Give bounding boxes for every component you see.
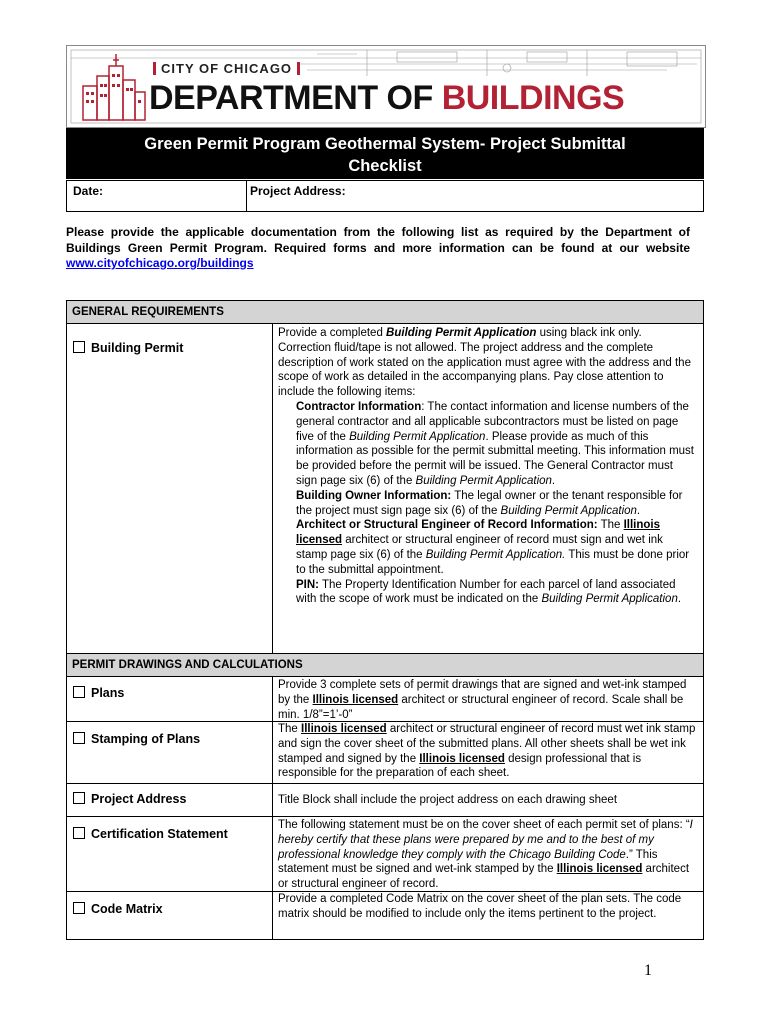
- certification-description: The following statement must be on the cover sheet of each permit set of plans: “I hereby certify that these plans were prepared by me and to the best of my professional knowledge they comply with the Chicago Building Code.” This statement must be signed and wet-ink stamped by the Illinois licensed architect or structural engineer of record.: [278, 819, 693, 891]
- building-permit-description: [278, 326, 696, 607]
- checkbox-plans[interactable]: [73, 686, 85, 698]
- plans-description: Provide 3 complete sets of permit drawings that are signed and wet-ink stamped by the Illinois licensed architect or structural engineer of record. Scale shall be min. 1/8”=1’-0”: [278, 679, 687, 721]
- checklist-item-plans: Plans: [73, 686, 124, 700]
- column-divider: [272, 324, 273, 653]
- dept-title-part1: DEPARTMENT OF: [149, 79, 442, 117]
- checklist-item-project-address: Project Address: [73, 792, 186, 806]
- date-field-label: Date:: [73, 184, 104, 198]
- row-divider: [67, 783, 703, 784]
- checkbox-building-permit[interactable]: [73, 341, 85, 353]
- pin-information: PIN: The Property Identification Number for each parcel of land associated with the scope of work must be indicated on the Building Permit Application.: [296, 578, 682, 606]
- checkbox-code-matrix[interactable]: [73, 902, 85, 914]
- code-matrix-description: Provide a completed Code Matrix on the cover sheet of the plan sets. The code matrix should be modified to include only the items pertinent to the project.: [278, 893, 682, 920]
- building-permit-label: Building Permit: [91, 341, 184, 355]
- architect-information: Architect or Structural Engineer of Record Information: The Illinois licensed architect or structural engineer of record must sign and wet ink stamp page six (6) of the Building Permit Application. This must be done prior to the submittal appointment.: [296, 519, 690, 576]
- building-permit-intro: Provide a completed Building Permit Application using black ink only. Correction fluid/tape is not allowed. The project address and the complete description of work stated on the application must agree with the address and the scope of work as detailed in the accompanying plans. Pay close attention to include the following items:: [278, 327, 691, 399]
- project-address-description: Title Block shall include the project address on each drawing sheet: [278, 794, 618, 806]
- website-link[interactable]: www.cityofchicago.org/buildings: [66, 256, 254, 270]
- date-row-divider: [246, 181, 247, 211]
- checkbox-project-address[interactable]: [73, 792, 85, 804]
- document-title: [66, 128, 704, 179]
- checkbox-stamping-of-plans[interactable]: [73, 732, 85, 744]
- intro-text: Please provide the applicable documentation from the following list as required by the Department of Buildings Green Permit Program. Required forms and more information can be found at our website: [66, 225, 690, 255]
- checklist-item-building-permit: [73, 341, 183, 355]
- checklist-item-certification-statement: Certification Statement: [73, 827, 228, 841]
- stamping-description: The Illinois licensed architect or structural engineer of record must wet ink stamp and sign the cover sheet of the submitted plans. All other sheets shall be wet ink stamped and signed by the Illinois licensed design professional that is responsible for the preparation of each sheet.: [278, 723, 696, 780]
- contractor-information: Contractor Information: The contact information and license numbers of the general contractor and all applicable subcontractors must be listed on page five of the Building Permit Application. Please provide as much of this information as possible for the permit submittal meeting. This information must be provided before the permit will be issued. The General Contractor must sign page six (6) of the Building Permit Application.: [296, 400, 694, 487]
- checklist-item-code-matrix: Code Matrix: [73, 902, 163, 916]
- building-owner-information: Building Owner Information: The legal owner or the tenant responsible for the project must sign page six (6) of the Building Permit Application.: [296, 489, 683, 517]
- intro-paragraph: [66, 225, 690, 272]
- column-divider: [272, 676, 273, 939]
- section-general-requirements: GENERAL REQUIREMENTS: [67, 301, 703, 324]
- title-line-2: Checklist: [348, 157, 422, 175]
- section-permit-drawings: PERMIT DRAWINGS AND CALCULATIONS: [67, 653, 703, 677]
- checklist-item-stamping-of-plans: Stamping of Plans: [73, 732, 200, 746]
- title-line-1: Green Permit Program Geothermal System- Project Submittal: [144, 135, 626, 153]
- department-banner: [66, 45, 706, 128]
- city-of-chicago-label: CITY OF CHICAGO: [153, 62, 300, 75]
- checkbox-certification-statement[interactable]: [73, 827, 85, 839]
- date-address-row: [66, 180, 704, 212]
- page-number: 1: [644, 962, 652, 979]
- department-of-buildings-logo: [149, 79, 624, 117]
- project-address-field-label: Project Address:: [250, 184, 346, 198]
- checklist-table: [66, 300, 704, 940]
- row-divider: [67, 816, 703, 817]
- dept-title-part2: BUILDINGS: [441, 79, 625, 117]
